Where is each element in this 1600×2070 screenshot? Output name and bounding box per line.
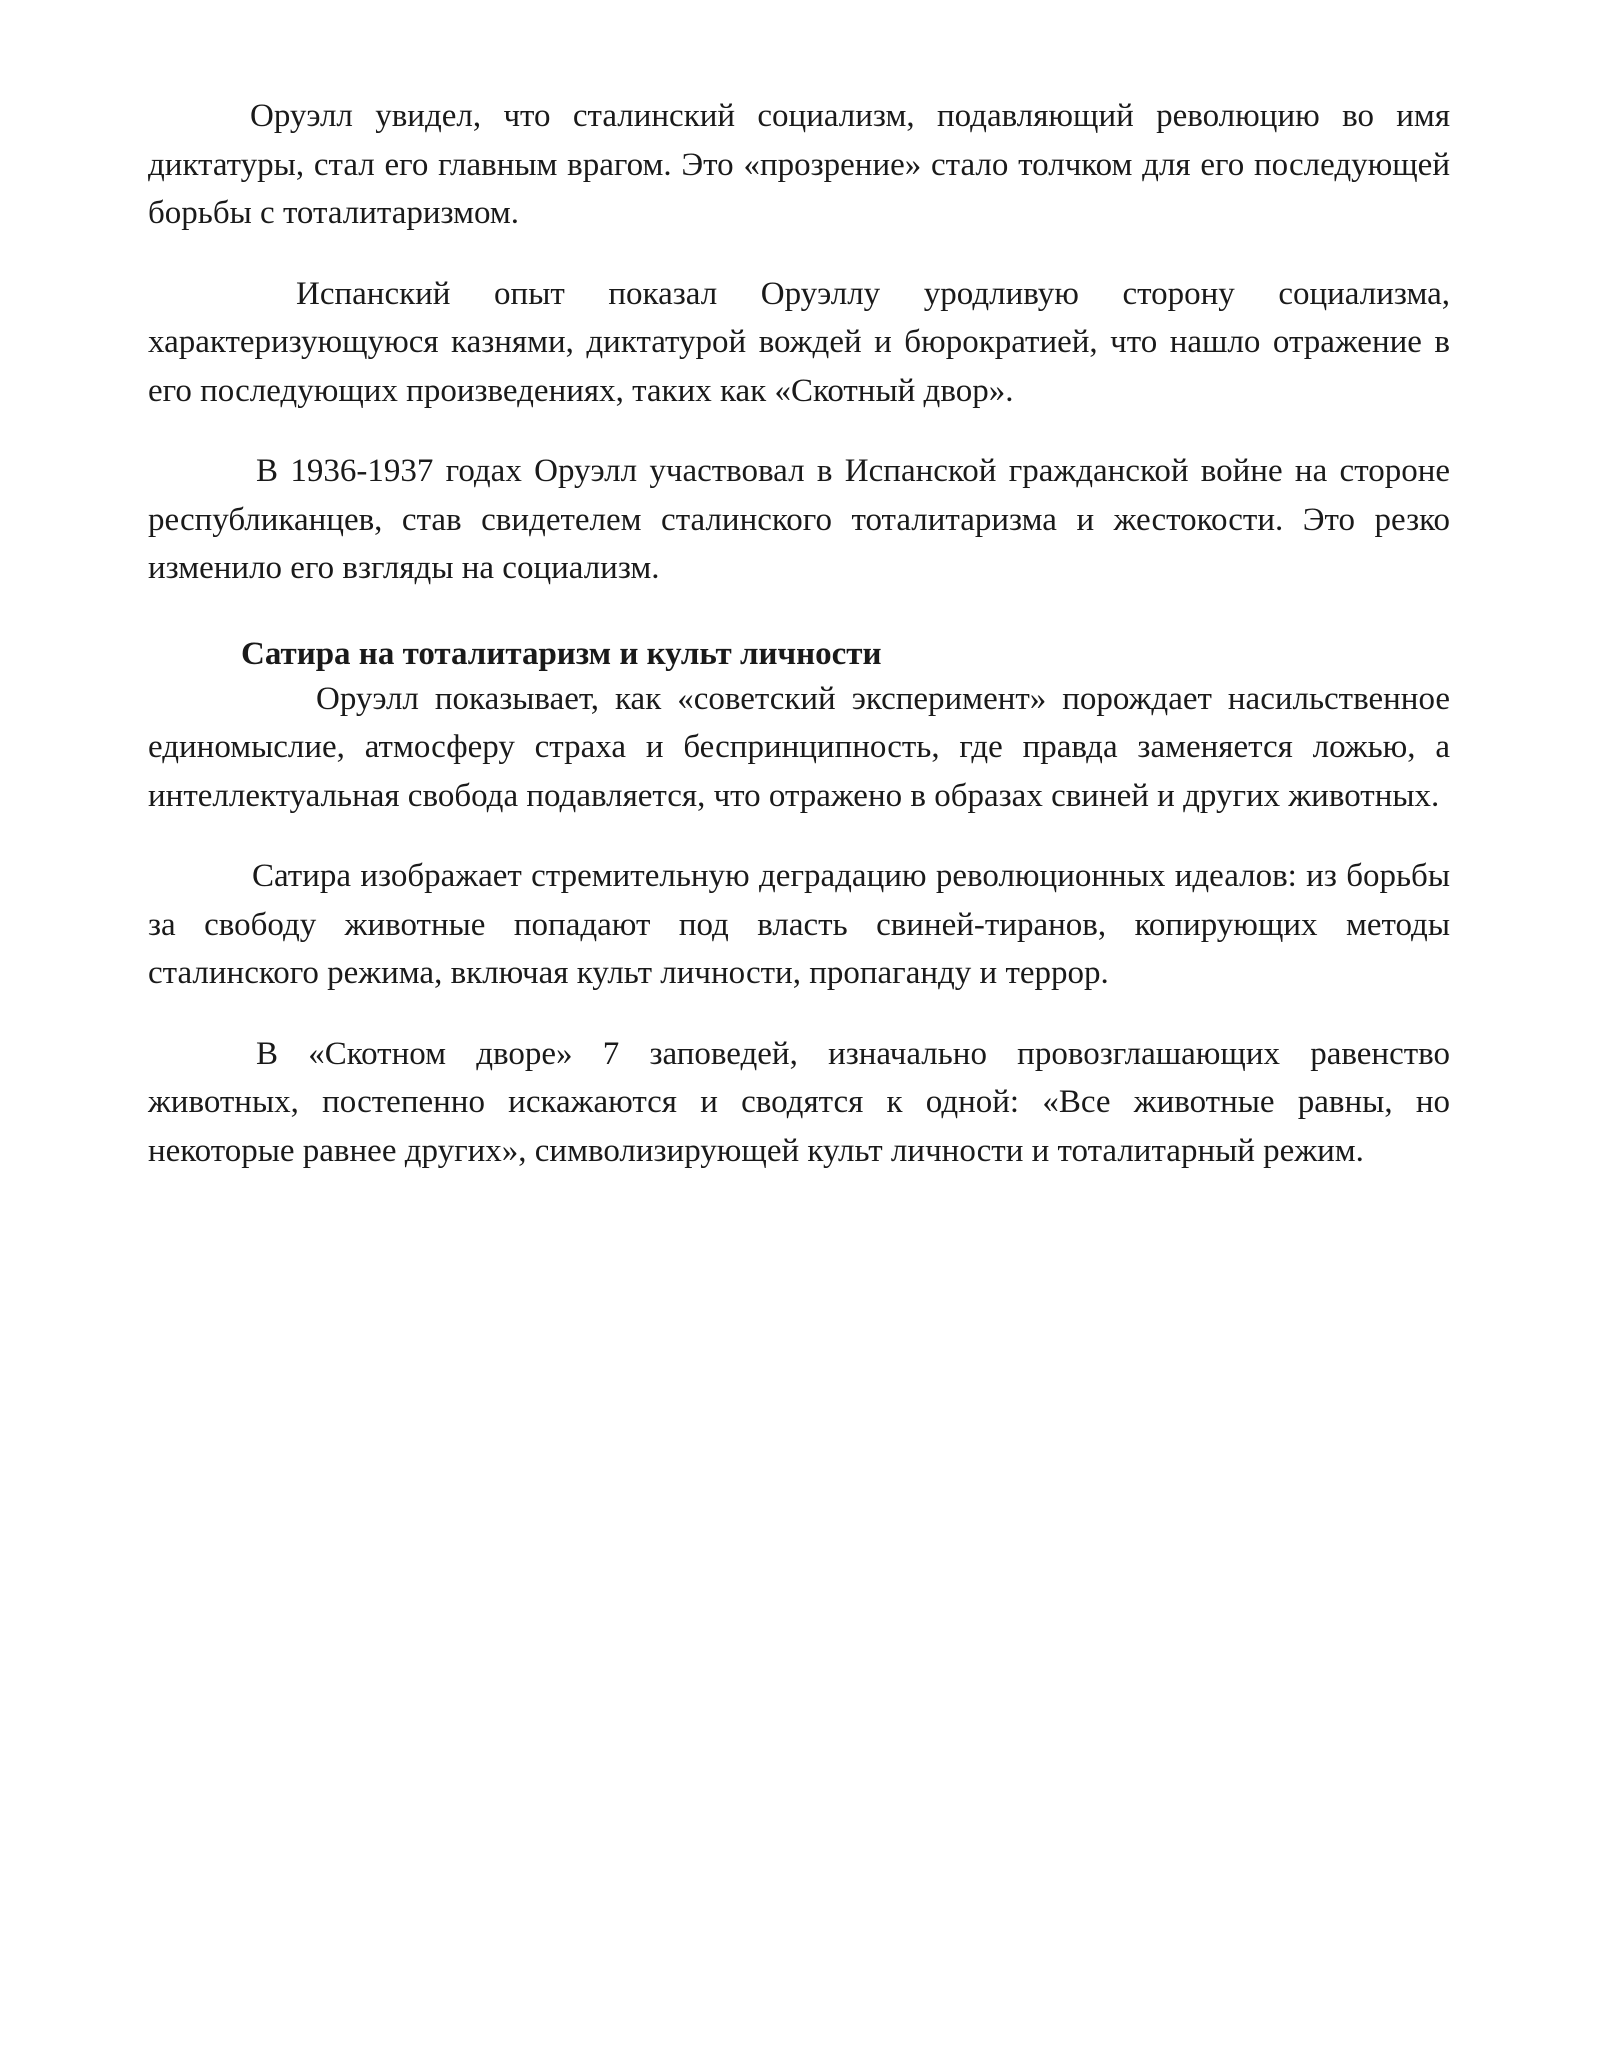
- paragraph-spanish-experience: Испанский опыт показал Оруэллу уродливую сторону социализма, характеризующуюся казнями, диктатурой вождей и бюрократией, что нашло отражение в его последующих произведениях, таких как «Скотный двор».: [148, 275, 1450, 409]
- paragraph-degradation: Сатира изображает стремительную деградацию революционных идеалов: из борьбы за свободу животные попадают под власть свиней-тиранов, копирующих методы сталинского режима, включая культ личности, пропаганду и террор.: [148, 858, 1450, 991]
- paragraph-civil-war: В 1936-1937 годах Оруэлл участвовал в Испанской гражданской войне на стороне республиканцев, став свидетелем сталинского тоталитаризма и жестокости. Это резко изменило его взгляды на социализм.: [148, 453, 1450, 586]
- paragraph-soviet-experiment: Оруэлл показывает, как «советский эксперимент» порождает насильственное единомыслие, атмосферу страха и беспринципность, где правда заменяется ложью, а интеллектуальная свобода подавляется, что отражено в образах свиней и других животных.: [148, 680, 1450, 814]
- paragraph-commandments: В «Скотном дворе» 7 заповедей, изначально провозглашающих равенство животных, постепенно искажаются и сводятся к одной: «Все животные равны, но некоторые равнее других», символизирующей культ личности и тоталитарный режим.: [148, 1035, 1450, 1169]
- section-heading: Сатира на тоталитаризм и культ личности: [241, 635, 882, 672]
- paragraph-orwell-enemy: Оруэлл увидел, что сталинский социализм, подавляющий революцию во имя диктатуры, стал его главным врагом. Это «прозрение» стало толчком для его последующей борьбы с тоталитаризмом.: [148, 98, 1450, 231]
- document-body: [148, 92, 1450, 1207]
